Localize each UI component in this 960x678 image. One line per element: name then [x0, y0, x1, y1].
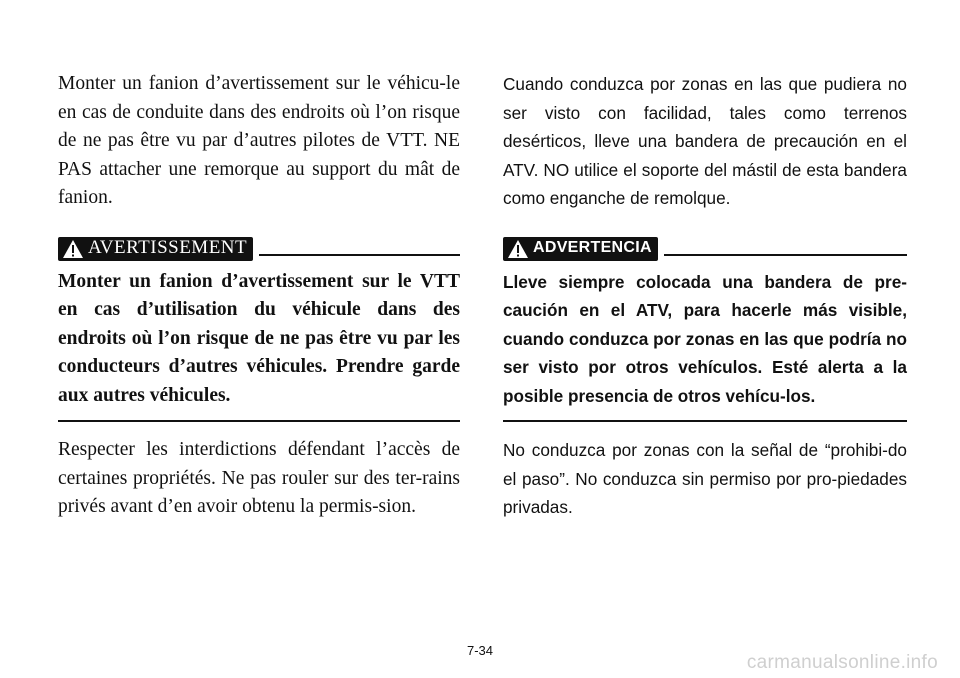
french-after-paragraph: Respecter les interdictions défendant l’accès de certaines propriétés. Ne pas rouler sur des ter-rains privés avant d’en avoir obtenu la permis-sion. — [58, 439, 460, 517]
spanish-column — [503, 70, 907, 522]
warning-triangle-icon — [62, 239, 84, 259]
french-warning-text: Monter un fanion d’avertissement sur le VTT en cas d’utilisation du véhicule dans des endroits où l’on risque de ne pas être vu par les conducteurs d’autres véhicules. Prendre garde aux autres véhicules. — [58, 268, 460, 423]
french-warning-header — [58, 236, 460, 262]
warning-header-rule — [664, 242, 907, 256]
french-column — [58, 70, 460, 522]
warning-triangle-icon — [507, 239, 529, 259]
page-number: 7-34 — [466, 643, 494, 658]
spanish-intro-paragraph: Cuando conduzca por zonas en las que pudiera no ser visto con facilidad, tales como terrenos desérticos, lleve una bandera de precaución en el ATV. NO utilice el soporte del mástil de esta bandera como enganche de remolque. — [503, 74, 907, 208]
spanish-warning-header — [503, 236, 907, 262]
spanish-warning-label: ADVERTENCIA — [533, 239, 652, 257]
watermark: carmanualsonline.info — [746, 652, 938, 673]
french-intro-paragraph: Monter un fanion d’avertissement sur le véhicu-le en cas de conduite dans des endroits où l’on risque de ne pas être vu par d’autres pilotes de VTT. NE PAS attacher une remorque au support du mât de fanion. — [58, 73, 460, 208]
spanish-after-paragraph: No conduzca por zonas con la señal de “prohibi-do el paso”. No conduzca sin permiso por pro-piedades privadas. — [503, 440, 907, 517]
spanish-warning-text: Lleve siempre colocada una bandera de pre-caución en el ATV, para hacerle más visible, cuando conduzca por zonas en las que podría no ser visto por otros vehículos. Esté alerta a la posible presencia de otros vehícu-los. — [503, 268, 907, 423]
french-warning-label: AVERTISSEMENT — [88, 237, 248, 259]
french-warning-badge — [58, 237, 253, 261]
warning-header-rule — [259, 242, 460, 256]
spanish-warning-badge — [503, 237, 658, 261]
